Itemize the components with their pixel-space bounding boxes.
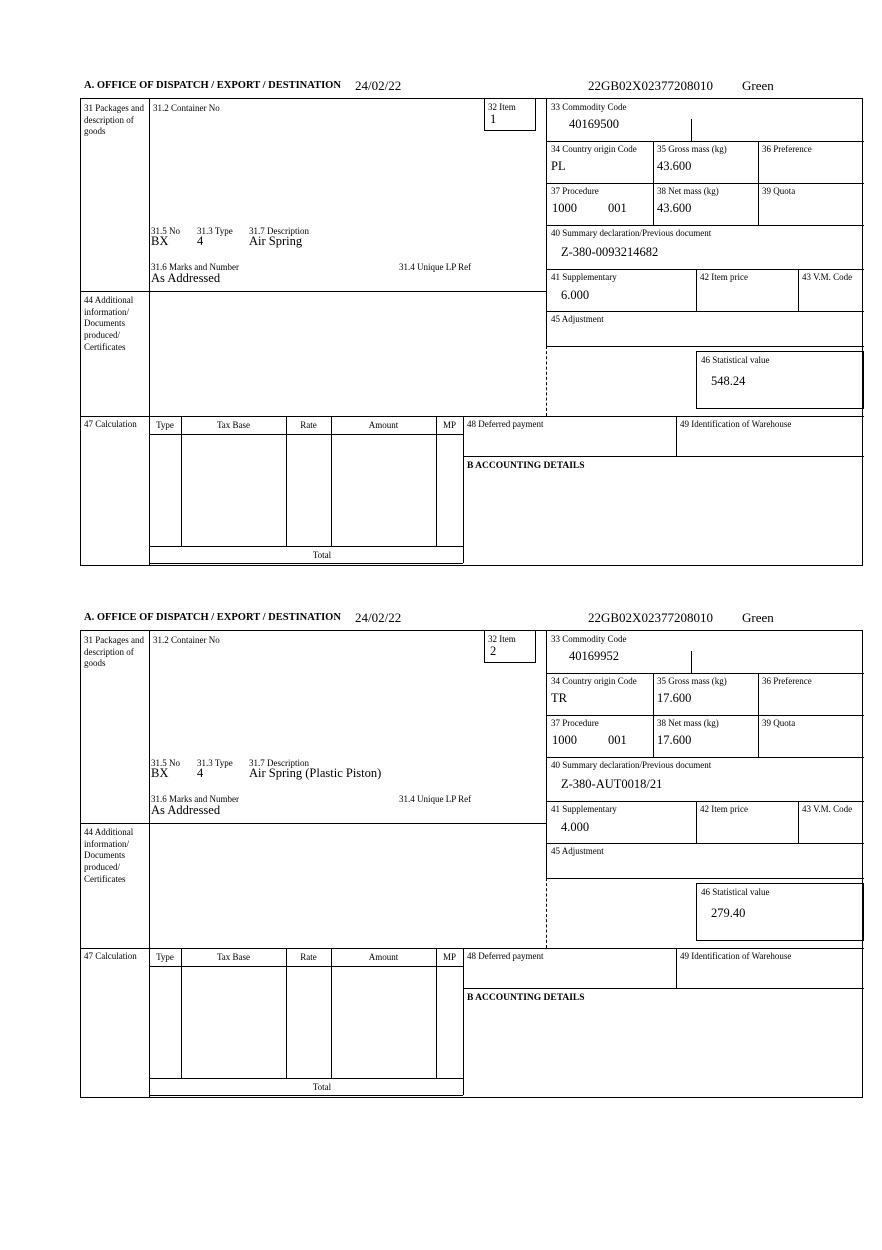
box35-label: 35 Gross mass (kg) — [657, 676, 727, 686]
grid-line — [546, 225, 864, 226]
box31-4-label: 31.4 Unique LP Ref — [399, 262, 472, 272]
grid-line — [676, 948, 677, 988]
box31-2-label: 31.2 Container No — [153, 103, 220, 113]
grid-line — [331, 948, 332, 1078]
grid-line — [546, 183, 864, 184]
box32-item-box — [484, 630, 536, 663]
box42-label: 42 Item price — [700, 804, 748, 814]
grid-line — [181, 416, 182, 546]
tax-col-base-header: Tax Base — [216, 952, 251, 962]
office-of-dispatch-label: A. OFFICE OF DISPATCH / EXPORT / DESTINATION — [84, 612, 341, 623]
grid-line — [81, 823, 546, 824]
box38-label: 38 Net mass (kg) — [657, 718, 719, 728]
grid-line — [691, 651, 692, 673]
grid-line — [181, 948, 182, 1078]
box31-6-label: 31.6 Marks and Number — [151, 262, 239, 272]
grid-line — [463, 416, 464, 563]
grid-line — [691, 119, 692, 141]
box31-6-label: 31.6 Marks and Number — [151, 794, 239, 804]
grid-line — [546, 757, 864, 758]
grid-line — [81, 291, 546, 292]
routing-status: Green — [742, 610, 774, 625]
grid-line — [696, 269, 697, 311]
grid-line — [81, 948, 864, 949]
grid-line — [149, 1095, 463, 1096]
statistical-value: 279.40 — [711, 906, 746, 920]
grid-line — [149, 966, 463, 967]
goods-description: Air Spring — [249, 234, 303, 248]
grid-line — [436, 948, 437, 1078]
box32-item-box — [484, 98, 536, 131]
item-number: 2 — [490, 644, 497, 658]
grid-line — [149, 1078, 463, 1079]
box32-label: 32 Item — [488, 634, 516, 644]
grid-line — [546, 673, 864, 674]
box46-label: 46 Statistical value — [701, 355, 770, 365]
box31-3-label: 31.3 Type — [197, 758, 233, 768]
grid-line — [696, 801, 697, 843]
commodity-code: 40169500 — [569, 117, 619, 131]
box41-label: 41 Supplementary — [551, 272, 617, 282]
box31-5-label: 31.5 No — [151, 758, 180, 768]
box49-label: 49 Identification of Warehouse — [680, 419, 792, 429]
box36-label: 36 Preference — [762, 676, 812, 686]
grid-line — [546, 269, 864, 270]
grid-line — [149, 99, 150, 566]
grid-line — [149, 546, 463, 547]
statistical-value: 548.24 — [711, 374, 746, 388]
country-origin-code: PL — [551, 159, 566, 173]
grid-line — [546, 311, 864, 312]
tax-total-label: Total — [312, 550, 332, 560]
summary-declaration: Z-380-AUT0018/21 — [561, 777, 663, 791]
net-mass-value: 17.600 — [657, 733, 692, 747]
grid-line-dashed — [546, 346, 547, 416]
country-origin-code: TR — [551, 691, 567, 705]
item-form-grid — [80, 98, 863, 566]
box40-label: 40 Summary declaration/Previous document — [551, 760, 712, 770]
gross-mass-value: 43.600 — [657, 159, 692, 173]
goods-description: Air Spring (Plastic Piston) — [249, 766, 382, 780]
grid-line — [546, 878, 864, 879]
box46-statistical-value-box — [696, 883, 864, 941]
box31-label: 31 Packages and description of goods — [84, 635, 144, 669]
box31-7-label: 31.7 Description — [249, 758, 309, 768]
box36-label: 36 Preference — [762, 144, 812, 154]
tax-col-base-header: Tax Base — [216, 420, 251, 430]
marks-and-numbers: As Addressed — [151, 271, 221, 285]
routing-status: Green — [742, 78, 774, 93]
package-code: BX — [151, 234, 169, 248]
box34-label: 34 Country origin Code — [551, 676, 637, 686]
grid-line — [149, 563, 463, 564]
box37-label: 37 Procedure — [551, 186, 599, 196]
box44-label: 44 Additional information/ Documents produced/ Certificates — [84, 827, 134, 884]
box40-label: 40 Summary declaration/Previous document — [551, 228, 712, 238]
box47-label: 47 Calculation — [84, 951, 137, 961]
box44-label: 44 Additional information/ Documents produced/ Certificates — [84, 295, 134, 352]
movement-reference: 22GB02X02377208010 — [588, 610, 713, 625]
accounting-details-label: B ACCOUNTING DETAILS — [467, 993, 585, 1003]
movement-reference: 22GB02X02377208010 — [588, 78, 713, 93]
procedure-code-2: 001 — [608, 201, 627, 215]
tax-col-mp-header: MP — [442, 952, 456, 962]
box46-label: 46 Statistical value — [701, 887, 770, 897]
grid-line-dashed — [546, 878, 547, 948]
box45-label: 45 Adjustment — [551, 314, 604, 324]
procedure-code: 1000 — [552, 733, 577, 747]
accounting-details-label: B ACCOUNTING DETAILS — [467, 461, 585, 471]
grid-line — [758, 141, 759, 225]
box48-label: 48 Deferred payment — [467, 951, 544, 961]
supplementary-units: 4.000 — [561, 820, 590, 834]
dispatch-date: 24/02/22 — [355, 610, 402, 625]
grid-line — [436, 416, 437, 546]
grid-line — [546, 801, 864, 802]
grid-line — [286, 416, 287, 546]
grid-line — [798, 269, 799, 311]
marks-and-numbers: As Addressed — [151, 803, 221, 817]
item-number: 1 — [490, 112, 497, 126]
box32-label: 32 Item — [488, 102, 516, 112]
tax-col-type-header: Type — [156, 952, 174, 962]
tax-col-amount-header: Amount — [368, 420, 399, 430]
grid-line — [676, 416, 677, 456]
office-of-dispatch-label: A. OFFICE OF DISPATCH / EXPORT / DESTINATION — [84, 80, 341, 91]
grid-line — [546, 715, 864, 716]
box41-label: 41 Supplementary — [551, 804, 617, 814]
grid-line — [286, 948, 287, 1078]
supplementary-units: 6.000 — [561, 288, 590, 302]
package-code: BX — [151, 766, 169, 780]
grid-line — [653, 141, 654, 225]
box49-label: 49 Identification of Warehouse — [680, 951, 792, 961]
box47-label: 47 Calculation — [84, 419, 137, 429]
box31-3-label: 31.3 Type — [197, 226, 233, 236]
box37-label: 37 Procedure — [551, 718, 599, 728]
grid-line — [798, 801, 799, 843]
procedure-code-2: 001 — [608, 733, 627, 747]
box31-2-label: 31.2 Container No — [153, 635, 220, 645]
box34-label: 34 Country origin Code — [551, 144, 637, 154]
summary-declaration: Z-380-0093214682 — [561, 245, 659, 259]
grid-line — [546, 141, 864, 142]
net-mass-value: 43.600 — [657, 201, 692, 215]
grid-line — [81, 416, 864, 417]
box31-7-label: 31.7 Description — [249, 226, 309, 236]
item-form-grid — [80, 630, 863, 1098]
grid-line — [463, 456, 864, 457]
tax-col-rate-header: Rate — [300, 952, 317, 962]
package-count: 4 — [197, 234, 204, 248]
grid-line — [546, 843, 864, 844]
box39-label: 39 Quota — [762, 718, 796, 728]
grid-line — [653, 673, 654, 757]
declaration-item-section — [80, 70, 863, 600]
tax-col-mp-header: MP — [442, 420, 456, 430]
grid-line — [546, 631, 547, 878]
box48-label: 48 Deferred payment — [467, 419, 544, 429]
grid-line — [149, 434, 463, 435]
declaration-item-section — [80, 602, 863, 1132]
commodity-code: 40169952 — [569, 649, 619, 663]
tax-total-label: Total — [312, 1082, 332, 1092]
grid-line — [758, 673, 759, 757]
box43-label: 43 V.M. Code — [802, 272, 853, 282]
dispatch-date: 24/02/22 — [355, 78, 402, 93]
gross-mass-value: 17.600 — [657, 691, 692, 705]
grid-line — [331, 416, 332, 546]
box45-label: 45 Adjustment — [551, 846, 604, 856]
box33-label: 33 Commodity Code — [551, 102, 627, 112]
procedure-code: 1000 — [552, 201, 577, 215]
box31-4-label: 31.4 Unique LP Ref — [399, 794, 472, 804]
grid-line — [463, 948, 464, 1095]
box35-label: 35 Gross mass (kg) — [657, 144, 727, 154]
box39-label: 39 Quota — [762, 186, 796, 196]
package-count: 4 — [197, 766, 204, 780]
box31-label: 31 Packages and description of goods — [84, 103, 144, 137]
grid-line — [463, 988, 864, 989]
box46-statistical-value-box — [696, 351, 864, 409]
grid-line — [149, 631, 150, 1098]
box33-label: 33 Commodity Code — [551, 634, 627, 644]
box38-label: 38 Net mass (kg) — [657, 186, 719, 196]
tax-col-type-header: Type — [156, 420, 174, 430]
grid-line — [546, 99, 547, 346]
tax-col-rate-header: Rate — [300, 420, 317, 430]
box42-label: 42 Item price — [700, 272, 748, 282]
tax-col-amount-header: Amount — [368, 952, 399, 962]
box43-label: 43 V.M. Code — [802, 804, 853, 814]
grid-line — [546, 346, 864, 347]
box31-5-label: 31.5 No — [151, 226, 180, 236]
